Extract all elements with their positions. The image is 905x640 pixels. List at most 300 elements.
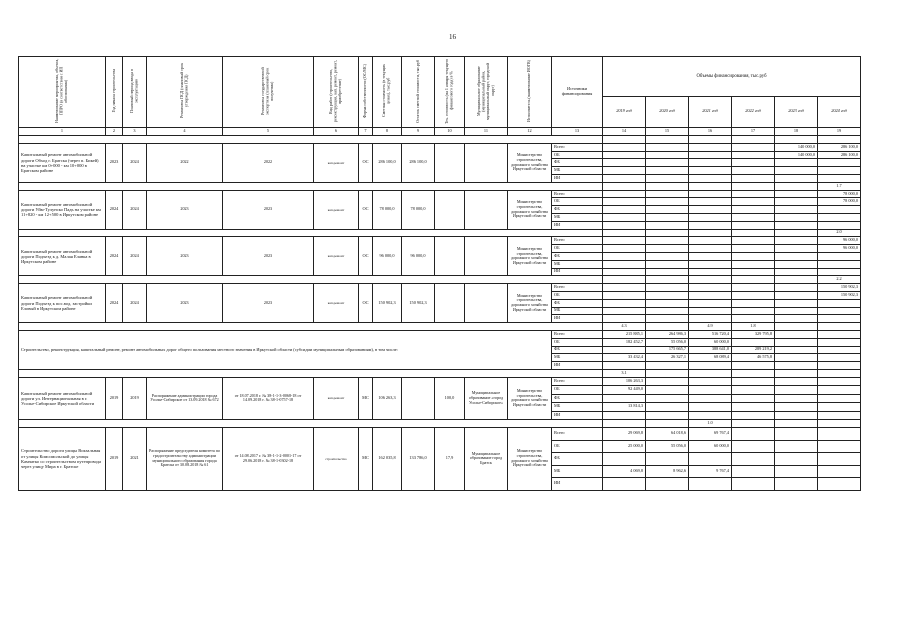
year-header: 2024 год (818, 96, 861, 127)
source-label: Всего (552, 284, 603, 292)
index-cell (646, 369, 689, 377)
index-cell (646, 420, 689, 428)
amount-cell (775, 394, 818, 403)
amount-cell: 25 000,0 (603, 440, 646, 453)
amount-cell (646, 394, 689, 403)
amount-cell (775, 465, 818, 478)
amount-cell: 29 069,8 (603, 428, 646, 441)
column-number: 7 (359, 128, 373, 136)
index-cell: 1.7 (818, 182, 861, 190)
amount-cell: 175 665,7 (646, 346, 689, 354)
amount-cell (603, 362, 646, 370)
amount-cell (732, 299, 775, 307)
index-cell (646, 136, 689, 144)
executor: Министерство строительства, дорожного хозяйства Иркутской области (508, 377, 552, 420)
amount-cell (775, 221, 818, 229)
financing-header: Объемы финансирования, тыс.руб (603, 57, 861, 97)
executor: Министерство строительства, дорожного хозяйства Иркутской области (508, 143, 552, 182)
column-number: 19 (818, 128, 861, 136)
year-header: 2020 год (646, 96, 689, 127)
amount-cell (775, 252, 818, 260)
municipality (465, 237, 508, 276)
amount-cell: 78 000,0 (818, 198, 861, 206)
readiness (435, 190, 465, 229)
amount-cell (603, 260, 646, 268)
amount-cell (646, 174, 689, 182)
column-number: 17 (732, 128, 775, 136)
amount-cell (775, 159, 818, 167)
source-label: ИИ (552, 411, 603, 420)
work-type: кап.ремонт (314, 377, 359, 420)
amount-cell (818, 307, 861, 315)
amount-cell (818, 213, 861, 221)
amount-cell (689, 411, 732, 420)
header-cell: Остаток сметной стоимости, тыс.руб (402, 57, 435, 128)
index-row (19, 420, 861, 428)
index-cell: 2.2 (818, 276, 861, 284)
amount-cell (775, 377, 818, 386)
amount-cell (818, 354, 861, 362)
header-cell: Тех. готовность (на 1 января текущего финансового года) в % (435, 57, 465, 128)
amount-cell (732, 338, 775, 346)
amount-cell (603, 284, 646, 292)
amount-cell (646, 268, 689, 276)
amount-cell (775, 268, 818, 276)
index-row (19, 276, 861, 284)
header-cell: Наименование мероприятия, объекта, ППРО (в соответствии с ИП обоснования) (19, 57, 106, 128)
amount-cell (646, 260, 689, 268)
amount-cell (775, 362, 818, 370)
expertise-details: от 14.08.2017 г. № 38-1-1-2-0001-17 от 29.06.2018 г. № 38-1-0302-18 (223, 428, 314, 491)
amount-cell: 96 000,0 (818, 245, 861, 253)
amount-cell (732, 151, 775, 159)
amount-cell (732, 411, 775, 420)
amount-cell (689, 190, 732, 198)
financing-table (18, 56, 861, 491)
source-label: ОБ (552, 338, 603, 346)
source-label: ОБ (552, 440, 603, 453)
index-cell (646, 276, 689, 284)
ownership: МС (359, 377, 373, 420)
source-label: Всего (552, 428, 603, 441)
amount-cell (603, 174, 646, 182)
source-row (19, 190, 861, 198)
amount-cell (775, 338, 818, 346)
index-cell (689, 369, 732, 377)
source-label: ОБ (552, 151, 603, 159)
amount-cell (732, 213, 775, 221)
amount-cell (775, 354, 818, 362)
object-name: Строительство дороги улицы Вокзальная от улицы Комсомольской до улицы Камчатко со строительством путепровода через улицу Мира в г. Братске (19, 428, 106, 491)
source-label: МБ (552, 213, 603, 221)
municipality: Муниципальное образование «город Усолье-Сибирское» (465, 377, 508, 420)
index-row (19, 182, 861, 190)
amount-cell: 329 795,8 (732, 330, 775, 338)
amount-cell: 33 432,4 (603, 354, 646, 362)
index-cell: 3.1 (603, 369, 646, 377)
executor: Министерство строительства, дорожного хозяйства Иркутской области (508, 190, 552, 229)
expertise-details: от 18.07.2018 г. № 38-1-1-3-0068-18 от 14.09.2018 г. № 38-1-0757-18 (223, 377, 314, 420)
ownership: ОС (359, 284, 373, 323)
amount-cell (818, 268, 861, 276)
source-label: ОБ (552, 245, 603, 253)
amount-cell: 286 100,0 (818, 143, 861, 151)
remaining-cost (402, 377, 435, 420)
amount-cell (646, 252, 689, 260)
source-label: Всего (552, 377, 603, 386)
amount-cell (603, 237, 646, 245)
amount-cell (689, 198, 732, 206)
amount-cell (818, 167, 861, 175)
amount-cell: 55 056,0 (646, 338, 689, 346)
amount-cell (689, 237, 732, 245)
ownership: МС (359, 428, 373, 491)
source-label: МБ (552, 403, 603, 412)
column-number: 16 (689, 128, 732, 136)
psd-details: Распоряжение администрации города Усолье-Сибирское от 13.09.2018 № 672 (147, 377, 223, 420)
amount-cell (603, 307, 646, 315)
index-row (19, 136, 861, 144)
amount-cell (732, 245, 775, 253)
index-cell (646, 182, 689, 190)
amount-cell (818, 159, 861, 167)
amount-cell (818, 440, 861, 453)
start-year: 2023 (106, 143, 123, 182)
work-type: кап.ремонт (314, 237, 359, 276)
readiness (435, 284, 465, 323)
amount-cell (689, 386, 732, 395)
amount-cell (732, 252, 775, 260)
amount-cell (603, 315, 646, 323)
amount-cell: 96 000,0 (818, 237, 861, 245)
blank-cell (19, 323, 603, 331)
amount-cell (732, 206, 775, 214)
remaining-cost: 150 902,3 (402, 284, 435, 323)
amount-cell (689, 394, 732, 403)
amount-cell (818, 362, 861, 370)
blank-cell (19, 420, 603, 428)
index-cell (818, 369, 861, 377)
estimated-cost: 150 902,3 (373, 284, 402, 323)
source-label: ФБ (552, 206, 603, 214)
source-label: МБ (552, 307, 603, 315)
municipality (465, 190, 508, 229)
amount-cell (818, 252, 861, 260)
amount-cell (646, 213, 689, 221)
amount-cell (775, 453, 818, 466)
amount-cell (689, 167, 732, 175)
column-number: 9 (402, 128, 435, 136)
amount-cell (689, 268, 732, 276)
blank-cell (19, 136, 603, 144)
amount-cell (689, 151, 732, 159)
object-name: Капитальный ремонт автомобильной дороги Подъезд к пос.вод. застройки Еловый в Иркутском районе (19, 284, 106, 323)
source-label: Всего (552, 237, 603, 245)
index-cell: 1.8 (732, 323, 775, 331)
amount-cell (689, 213, 732, 221)
source-label: ОБ (552, 198, 603, 206)
amount-cell (818, 428, 861, 441)
source-label: Всего (552, 190, 603, 198)
amount-cell (603, 268, 646, 276)
amount-cell (818, 299, 861, 307)
amount-cell: 69 767,4 (689, 428, 732, 441)
index-cell (689, 182, 732, 190)
work-type: кап.ремонт (314, 190, 359, 229)
amount-cell (775, 478, 818, 491)
amount-cell (689, 377, 732, 386)
ownership: ОС (359, 190, 373, 229)
object-name: Капитальный ремонт автомобильной дороги Подъезд к д. Малая Еланка в Иркутском районе (19, 237, 106, 276)
amount-cell (603, 143, 646, 151)
ownership: ОС (359, 143, 373, 182)
amount-cell (603, 167, 646, 175)
index-cell (732, 420, 775, 428)
psd-details: 2023 (147, 284, 223, 323)
amount-cell (603, 252, 646, 260)
amount-cell (603, 198, 646, 206)
header-cell: Плановый период ввода в эксплуатацию (123, 57, 147, 128)
index-cell (603, 229, 646, 237)
amount-cell (775, 245, 818, 253)
commission-year: 2024 (123, 284, 147, 323)
amount-cell (689, 174, 732, 182)
amount-cell: 388 641,0 (689, 346, 732, 354)
amount-cell: 60 000,0 (689, 338, 732, 346)
amount-cell (732, 159, 775, 167)
amount-cell (603, 206, 646, 214)
amount-cell (775, 315, 818, 323)
header-row (19, 57, 861, 97)
amount-cell (646, 151, 689, 159)
amount-cell (732, 143, 775, 151)
amount-cell (646, 190, 689, 198)
psd-details: 2022 (147, 143, 223, 182)
column-number: 6 (314, 128, 359, 136)
estimated-cost: 162 035,8 (373, 428, 402, 491)
amount-cell: 68 089,4 (689, 354, 732, 362)
work-type: кап.ремонт (314, 284, 359, 323)
index-cell (818, 323, 861, 331)
amount-cell (818, 315, 861, 323)
amount-cell (775, 411, 818, 420)
amount-cell (818, 330, 861, 338)
amount-cell (646, 245, 689, 253)
amount-cell (603, 190, 646, 198)
amount-cell (732, 428, 775, 441)
start-year: 2019 (106, 377, 123, 420)
amount-cell (646, 206, 689, 214)
index-cell (732, 182, 775, 190)
column-number: 10 (435, 128, 465, 136)
amount-cell (775, 260, 818, 268)
remaining-cost: 133 786,0 (402, 428, 435, 491)
header-cell: Сметная стоимость (в текущих ценах), тыс.руб (373, 57, 402, 128)
amount-cell: 182 452,7 (603, 338, 646, 346)
index-cell (603, 276, 646, 284)
amount-cell (775, 330, 818, 338)
work-type: кап.ремонт (314, 143, 359, 182)
amount-cell (646, 315, 689, 323)
source-label: ИИ (552, 268, 603, 276)
amount-cell (775, 386, 818, 395)
municipality (465, 143, 508, 182)
amount-cell (775, 174, 818, 182)
expertise-details: 2023 (223, 237, 314, 276)
amount-cell (775, 307, 818, 315)
amount-cell (732, 478, 775, 491)
header-cell: Реквизиты государственной экспертизы (плановый срок получения) (223, 57, 314, 128)
work-type: строительство (314, 428, 359, 491)
amount-cell (646, 377, 689, 386)
amount-cell: 150 902,3 (818, 291, 861, 299)
year-header: 2021 год (689, 96, 732, 127)
amount-cell (603, 245, 646, 253)
amount-cell: 46 575,8 (732, 354, 775, 362)
header-cell: Источники финансирования (552, 57, 603, 128)
amount-cell (646, 307, 689, 315)
source-row (19, 237, 861, 245)
blank-cell (19, 369, 603, 377)
column-number: 14 (603, 128, 646, 136)
amount-cell (732, 221, 775, 229)
index-cell: 4.3 (603, 323, 646, 331)
source-label: ФБ (552, 346, 603, 354)
header-cell: Вид работ (строительство, реконструкция, кап. ремонт, ремонт, приобретение) (314, 57, 359, 128)
blank-cell (19, 229, 603, 237)
amount-cell: 150 902,3 (818, 284, 861, 292)
source-label: ИИ (552, 362, 603, 370)
amount-cell: 60 000,0 (689, 440, 732, 453)
amount-cell (775, 346, 818, 354)
amount-cell (689, 143, 732, 151)
start-year: 2024 (106, 237, 123, 276)
index-cell (775, 229, 818, 237)
amount-cell: 516 720,4 (689, 330, 732, 338)
amount-cell (732, 453, 775, 466)
index-cell (646, 323, 689, 331)
amount-cell (818, 174, 861, 182)
amount-cell (646, 362, 689, 370)
amount-cell (732, 167, 775, 175)
column-number: 13 (552, 128, 603, 136)
column-number: 12 (508, 128, 552, 136)
amount-cell: 78 000,0 (818, 190, 861, 198)
amount-cell (732, 394, 775, 403)
index-row (19, 323, 861, 331)
amount-cell (775, 440, 818, 453)
amount-cell (732, 291, 775, 299)
amount-cell (818, 338, 861, 346)
object-name: Капитальный ремонт автомобильной дороги ул. Интернациональная в г. Усолье-Сибирское Иркутской области (19, 377, 106, 420)
index-cell (818, 420, 861, 428)
column-number: 4 (147, 128, 223, 136)
amount-cell (646, 143, 689, 151)
amount-cell (818, 221, 861, 229)
index-cell (603, 136, 646, 144)
object-name: Капитальный ремонт автомобильной дороги Уйм-Тулунско Падь на участке км 11+820 - км 12+500 в Иркутском районе (19, 190, 106, 229)
amount-cell: 140 000,0 (775, 143, 818, 151)
amount-cell (603, 151, 646, 159)
estimated-cost: 96 000,0 (373, 237, 402, 276)
amount-cell (775, 299, 818, 307)
source-row (19, 377, 861, 386)
source-row (19, 284, 861, 292)
index-cell (775, 136, 818, 144)
amount-cell (646, 299, 689, 307)
amount-cell (732, 465, 775, 478)
amount-cell (646, 167, 689, 175)
index-cell (775, 420, 818, 428)
amount-cell (603, 478, 646, 491)
index-cell (732, 276, 775, 284)
estimated-cost: 286 100,0 (373, 143, 402, 182)
source-label: ФБ (552, 299, 603, 307)
amount-cell (732, 174, 775, 182)
amount-cell (603, 213, 646, 221)
section-title: Строительство, реконструкция, капитальный ремонт, ремонт автомобильных дорог общего пользования местного значения в Иркутской области (субсидии муниципальным образованиям), в том числе: (19, 330, 552, 369)
header-cell: Форма собственности (ОС/МС) (359, 57, 373, 128)
column-number: 11 (465, 128, 508, 136)
amount-cell (732, 198, 775, 206)
amount-cell (689, 291, 732, 299)
readiness: 100,0 (435, 377, 465, 420)
amount-cell (689, 299, 732, 307)
amount-cell: 8 962,6 (646, 465, 689, 478)
amount-cell (775, 167, 818, 175)
blank-cell (19, 182, 603, 190)
amount-cell (818, 478, 861, 491)
column-number: 5 (223, 128, 314, 136)
amount-cell (646, 159, 689, 167)
header-cell: Год начала строительства (106, 57, 123, 128)
column-number: 15 (646, 128, 689, 136)
start-year: 2024 (106, 284, 123, 323)
readiness (435, 143, 465, 182)
amount-cell (603, 411, 646, 420)
amount-cell (689, 252, 732, 260)
amount-cell (603, 299, 646, 307)
amount-cell (646, 198, 689, 206)
estimated-cost: 78 000,0 (373, 190, 402, 229)
index-cell (603, 182, 646, 190)
amount-cell (603, 453, 646, 466)
amount-cell (689, 453, 732, 466)
column-numbers-row (19, 128, 861, 136)
amount-cell (732, 190, 775, 198)
source-label: ИИ (552, 478, 603, 491)
remaining-cost: 286 100,0 (402, 143, 435, 182)
readiness (435, 237, 465, 276)
amount-cell (775, 213, 818, 221)
amount-cell (775, 237, 818, 245)
remaining-cost: 78 000,0 (402, 190, 435, 229)
amount-cell (603, 394, 646, 403)
amount-cell (732, 440, 775, 453)
amount-cell (775, 428, 818, 441)
section-row (19, 330, 861, 338)
amount-cell (775, 206, 818, 214)
amount-cell (603, 291, 646, 299)
year-header: 2023 год (775, 96, 818, 127)
amount-cell (818, 403, 861, 412)
header-cell: Реквизиты ПСД (плановый срок утверждения ПСД) (147, 57, 223, 128)
remaining-cost: 96 000,0 (402, 237, 435, 276)
index-cell (689, 229, 732, 237)
source-label: Всего (552, 143, 603, 151)
index-cell (689, 136, 732, 144)
blank-cell (19, 276, 603, 284)
